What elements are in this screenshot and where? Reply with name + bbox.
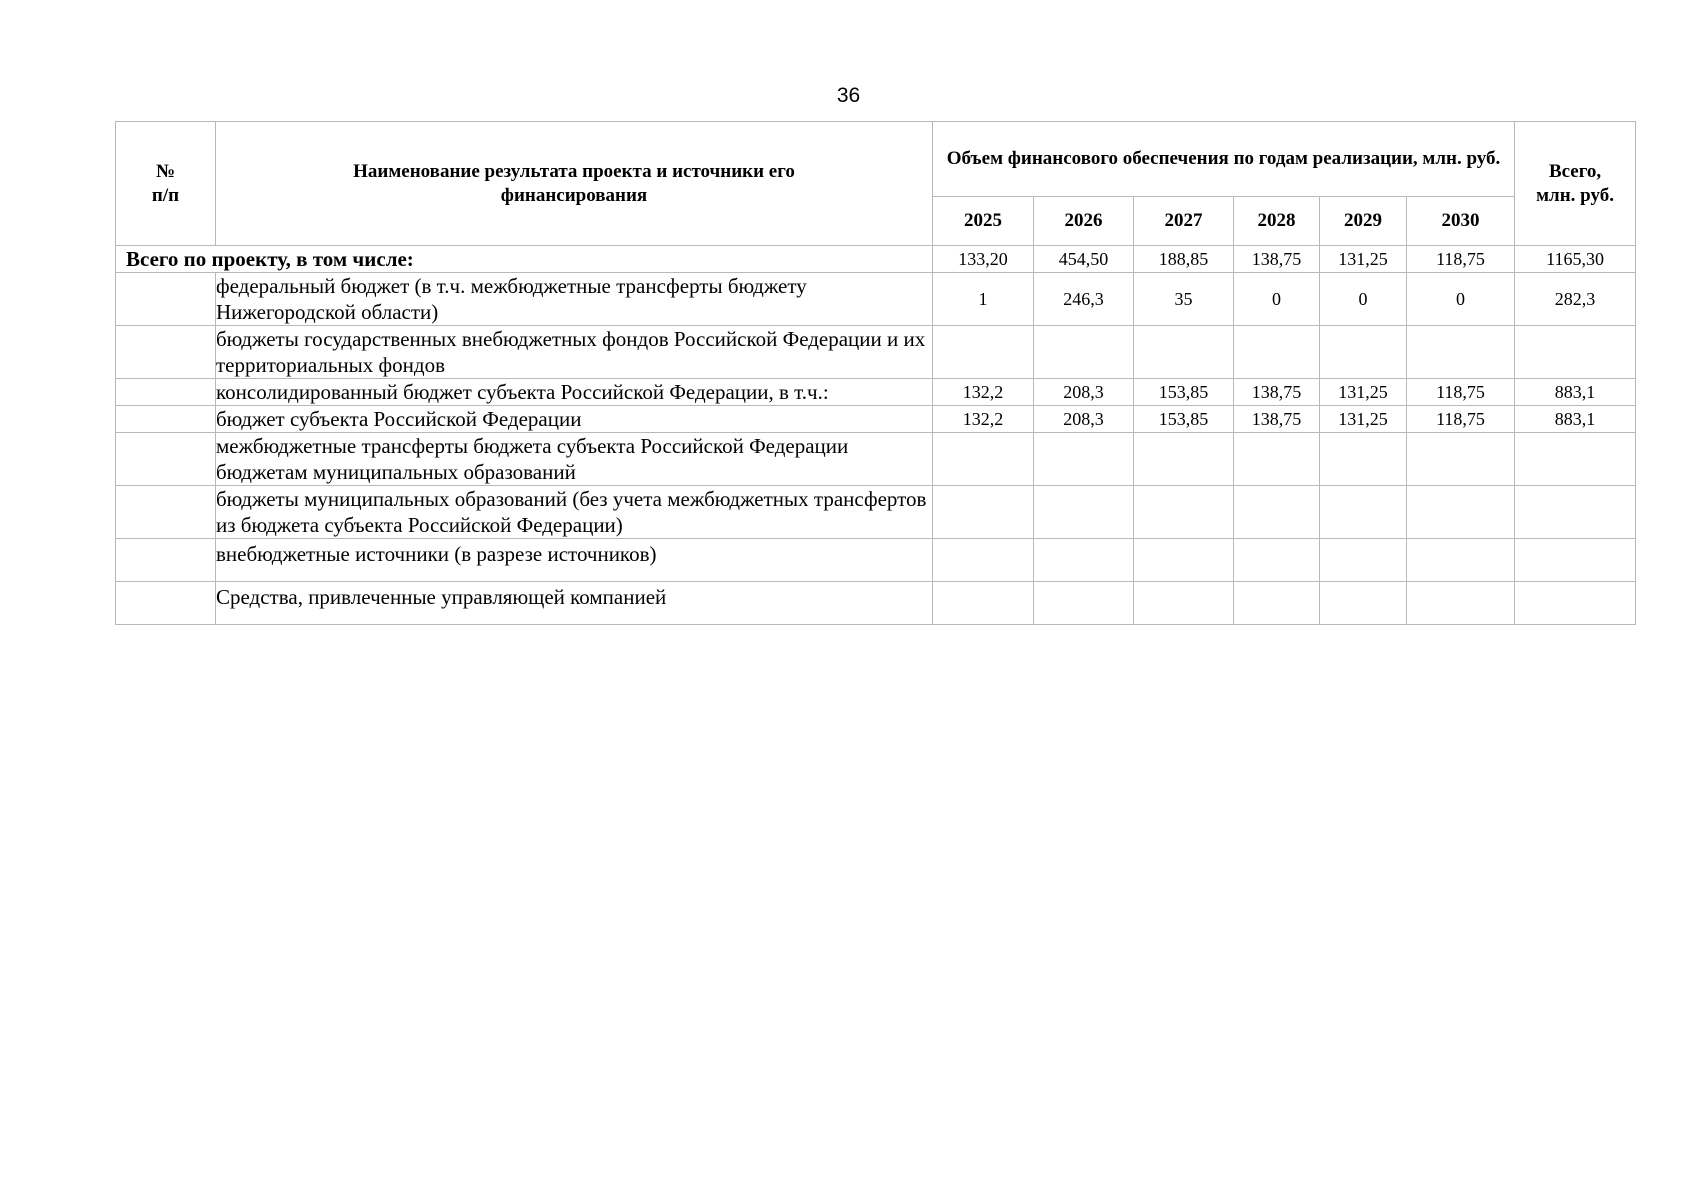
cell-2026 <box>1034 539 1134 582</box>
cell-total: 282,3 <box>1515 273 1636 326</box>
row-num <box>116 273 216 326</box>
cell-2028: 138,75 <box>1234 246 1320 273</box>
cell-2029 <box>1320 433 1407 486</box>
cell-2029 <box>1320 486 1407 539</box>
cell-total <box>1515 486 1636 539</box>
table-row <box>116 406 1636 433</box>
row-name: Всего по проекту, в том числе: <box>116 246 933 273</box>
cell-2027 <box>1134 326 1234 379</box>
header-num: № п/п <box>116 122 216 246</box>
header-years-group: Объем финансового обеспечения по годам реализации, млн. руб. <box>933 122 1515 197</box>
row-name: Средства, привлеченные управляющей компанией <box>216 582 933 625</box>
header-total: Всего, млн. руб. <box>1515 122 1636 246</box>
header-year-2029: 2029 <box>1320 197 1407 246</box>
row-num <box>116 379 216 406</box>
cell-2025: 132,2 <box>933 379 1034 406</box>
table-row <box>116 582 1636 625</box>
cell-2030: 118,75 <box>1407 406 1515 433</box>
cell-2029 <box>1320 326 1407 379</box>
table-row <box>116 539 1636 582</box>
cell-2025 <box>933 326 1034 379</box>
cell-2029 <box>1320 539 1407 582</box>
row-num <box>116 582 216 625</box>
row-name: консолидированный бюджет субъекта Российской Федерации, в т.ч.: <box>216 379 933 406</box>
cell-2028 <box>1234 433 1320 486</box>
cell-total: 883,1 <box>1515 406 1636 433</box>
cell-2025 <box>933 433 1034 486</box>
cell-2027: 153,85 <box>1134 379 1234 406</box>
cell-2030 <box>1407 582 1515 625</box>
table-row <box>116 433 1636 486</box>
cell-2028 <box>1234 326 1320 379</box>
cell-2026 <box>1034 433 1134 486</box>
row-name: федеральный бюджет (в т.ч. межбюджетные трансферты бюджету Нижегородской области) <box>216 273 933 326</box>
cell-2028: 138,75 <box>1234 379 1320 406</box>
row-num <box>116 406 216 433</box>
table-row-total <box>116 246 1636 273</box>
header-year-2027: 2027 <box>1134 197 1234 246</box>
table-row <box>116 273 1636 326</box>
cell-2028: 0 <box>1234 273 1320 326</box>
cell-2025 <box>933 582 1034 625</box>
cell-2028 <box>1234 582 1320 625</box>
cell-total <box>1515 433 1636 486</box>
cell-2030 <box>1407 539 1515 582</box>
cell-2025 <box>933 486 1034 539</box>
cell-2025 <box>933 539 1034 582</box>
header-year-2030: 2030 <box>1407 197 1515 246</box>
cell-2029: 131,25 <box>1320 379 1407 406</box>
financing-table <box>115 121 1636 625</box>
cell-2026: 208,3 <box>1034 406 1134 433</box>
cell-2028: 138,75 <box>1234 406 1320 433</box>
row-num <box>116 486 216 539</box>
cell-2030: 118,75 <box>1407 379 1515 406</box>
row-num <box>116 326 216 379</box>
cell-2026: 246,3 <box>1034 273 1134 326</box>
cell-2026 <box>1034 582 1134 625</box>
cell-2026: 454,50 <box>1034 246 1134 273</box>
cell-total <box>1515 539 1636 582</box>
header-year-2026: 2026 <box>1034 197 1134 246</box>
cell-2030 <box>1407 326 1515 379</box>
row-name: бюджеты государственных внебюджетных фондов Российской Федерации и их территориальных фондов <box>216 326 933 379</box>
row-num <box>116 433 216 486</box>
cell-2027 <box>1134 433 1234 486</box>
cell-2030 <box>1407 433 1515 486</box>
cell-2029: 0 <box>1320 273 1407 326</box>
cell-2030: 0 <box>1407 273 1515 326</box>
page-number: 36 <box>836 84 861 107</box>
row-name: бюджеты муниципальных образований (без учета межбюджетных трансфертов из бюджета субъекта Российской Федерации) <box>216 486 933 539</box>
cell-total <box>1515 582 1636 625</box>
cell-2030 <box>1407 486 1515 539</box>
row-name: внебюджетные источники (в разрезе источников) <box>216 539 933 582</box>
row-num <box>116 539 216 582</box>
cell-2026 <box>1034 486 1134 539</box>
table-row <box>116 326 1636 379</box>
cell-2027 <box>1134 486 1234 539</box>
cell-2026: 208,3 <box>1034 379 1134 406</box>
cell-total <box>1515 326 1636 379</box>
cell-total: 1165,30 <box>1515 246 1636 273</box>
header-year-2028: 2028 <box>1234 197 1320 246</box>
cell-2027: 153,85 <box>1134 406 1234 433</box>
cell-2027: 188,85 <box>1134 246 1234 273</box>
cell-2028 <box>1234 539 1320 582</box>
cell-2028 <box>1234 486 1320 539</box>
cell-2027 <box>1134 539 1234 582</box>
table-row <box>116 379 1636 406</box>
cell-2029 <box>1320 582 1407 625</box>
cell-2027 <box>1134 582 1234 625</box>
header-year-2025: 2025 <box>933 197 1034 246</box>
cell-2027: 35 <box>1134 273 1234 326</box>
cell-2030: 118,75 <box>1407 246 1515 273</box>
row-name: бюджет субъекта Российской Федерации <box>216 406 933 433</box>
cell-2025: 133,20 <box>933 246 1034 273</box>
header-name: Наименование результата проекта и источники его финансирования <box>216 122 933 246</box>
cell-2029: 131,25 <box>1320 406 1407 433</box>
row-name: межбюджетные трансферты бюджета субъекта Российской Федерации бюджетам муниципальных образований <box>216 433 933 486</box>
cell-2025: 132,2 <box>933 406 1034 433</box>
cell-total: 883,1 <box>1515 379 1636 406</box>
cell-2029: 131,25 <box>1320 246 1407 273</box>
cell-2025: 1 <box>933 273 1034 326</box>
cell-2026 <box>1034 326 1134 379</box>
table-row <box>116 486 1636 539</box>
